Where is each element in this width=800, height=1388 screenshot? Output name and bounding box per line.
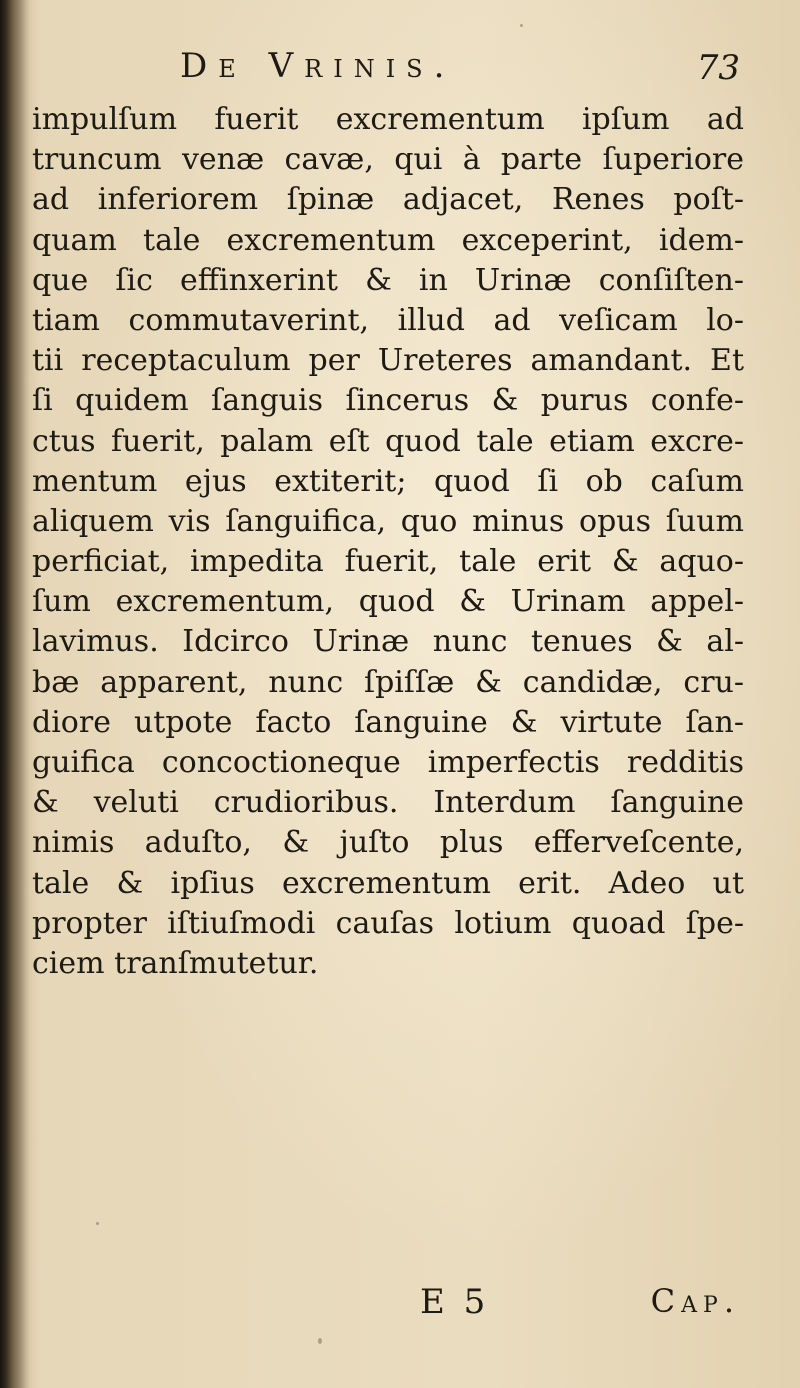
text-line: bæ apparent, nunc ſpiſſæ & candidæ, cru- [32,664,744,700]
text-line: que ſic effinxerint & in Urinæ conſiſten- [32,262,744,298]
text-line: tii receptaculum per Ureteres amandant. Et [32,343,744,379]
catchword: Cap. [650,1282,740,1320]
page-number: 73 [696,48,740,88]
text-line: propter iſtiuſmodi cauſas lotium quoad ſpe- [32,905,744,941]
signature-mark: E 5 [420,1282,490,1322]
text-line: diore utpote facto ſanguine & virtute ſan- [32,704,744,740]
text-line: guifica concoctioneque imperfectis redditis [32,745,744,780]
text-line: lavimus. Idcirco Urinæ nunc tenues & al- [32,624,744,660]
running-head [180,46,740,96]
text-line: mentum ejus extiterit; quod ſi ob caſum [32,463,744,499]
text-line: ctus fuerit, palam eſt quod tale etiam excre- [32,423,744,459]
text-line: ſi quidem ſanguis ſincerus & purus confe- [32,383,744,419]
running-title: De Vrinis. [180,46,456,86]
text-line: truncum venæ cavæ, qui à parte ſuperiore [32,142,744,178]
paper-speck [318,1338,322,1344]
text-line: aliquem vis ſanguifica, quo minus opus ſuum [32,503,744,539]
text-line: impulſum fuerit excrementum ipſum ad [32,102,744,137]
text-line: ſum excrementum, quod & Urinam appel- [32,584,744,620]
text-line: nimis aduſto, & juſto plus efferveſcente, [32,825,744,861]
text-line: ad inferiorem ſpinæ adjacet, Renes poſt- [32,182,744,218]
text-line: quam tale excrementum exceperint, idem- [32,222,744,258]
paper-speck [96,1222,99,1225]
text-line: tiam commutaverint, illud ad veſicam lo- [32,302,744,338]
text-line: perficiat, impedita fuerit, tale erit & aquo- [32,544,744,580]
page-footer [420,1282,740,1332]
gutter-shadow [0,0,30,1388]
text-line: tale & ipſius excrementum erit. Adeo ut [32,865,744,901]
paper-speck [520,24,523,27]
body-text [32,100,744,984]
text-line: ciem tranſmutetur. [32,945,319,981]
text-line: & veluti crudioribus. Interdum ſanguine [32,785,744,821]
